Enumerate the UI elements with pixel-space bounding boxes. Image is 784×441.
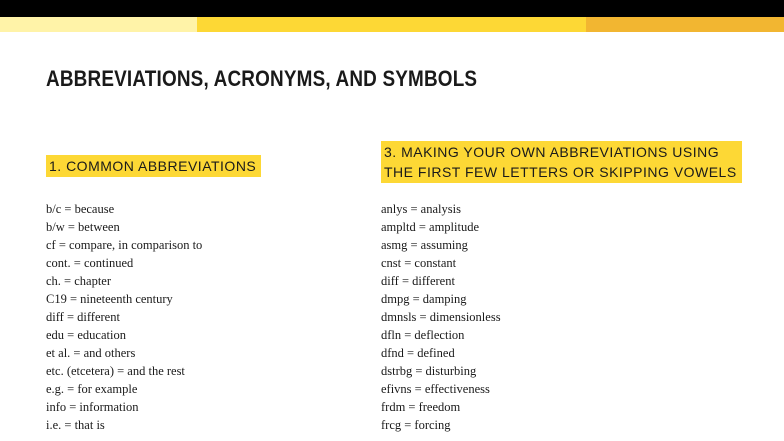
list-item: dfln = deflection <box>381 328 465 342</box>
list-item: frdm = freedom <box>381 400 461 414</box>
list-item: frcg = forcing <box>381 418 451 432</box>
header-band-amber <box>586 17 784 32</box>
own-abbreviations-heading <box>381 141 742 183</box>
list-item: etc. (etcetera) = and the rest <box>46 364 185 378</box>
list-item: dmpg = damping <box>381 292 467 306</box>
top-black-bar <box>0 0 784 17</box>
page-title: ABBREVIATIONS, ACRONYMS, AND SYMBOLS <box>46 66 478 91</box>
list-item: cf = compare, in comparison to <box>46 238 203 252</box>
list-item: e.g. = for example <box>46 382 138 396</box>
list-item: diff = different <box>46 310 120 324</box>
list-item: dmnsls = dimensionless <box>381 310 501 324</box>
heading-line: 1. COMMON ABBREVIATIONS <box>49 158 257 174</box>
list-item: asmg = assuming <box>381 238 468 252</box>
common-abbreviations-list <box>46 200 202 434</box>
list-item: i.e. = that is <box>46 418 105 432</box>
list-item: info = information <box>46 400 139 414</box>
list-item: efivns = effectiveness <box>381 382 490 396</box>
heading-line: THE FIRST FEW LETTERS OR SKIPPING VOWELS <box>384 164 737 180</box>
list-item: et al. = and others <box>46 346 136 360</box>
own-abbreviations-list <box>381 200 501 434</box>
list-item: edu = education <box>46 328 126 342</box>
list-item: ampltd = amplitude <box>381 220 480 234</box>
list-item: cont. = continued <box>46 256 134 270</box>
list-item: dfnd = defined <box>381 346 455 360</box>
list-item: diff = different <box>381 274 455 288</box>
list-item: cnst = constant <box>381 256 457 270</box>
header-band-yellow <box>197 17 586 32</box>
header-band-light <box>0 17 197 32</box>
list-item: dstrbg = disturbing <box>381 364 477 378</box>
common-abbreviations-heading <box>46 155 261 177</box>
list-item: anlys = analysis <box>381 202 461 216</box>
list-item: ch. = chapter <box>46 274 112 288</box>
list-item: b/w = between <box>46 220 120 234</box>
list-item: b/c = because <box>46 202 115 216</box>
heading-line: 3. MAKING YOUR OWN ABBREVIATIONS USING <box>384 144 720 160</box>
list-item: C19 = nineteenth century <box>46 292 173 306</box>
